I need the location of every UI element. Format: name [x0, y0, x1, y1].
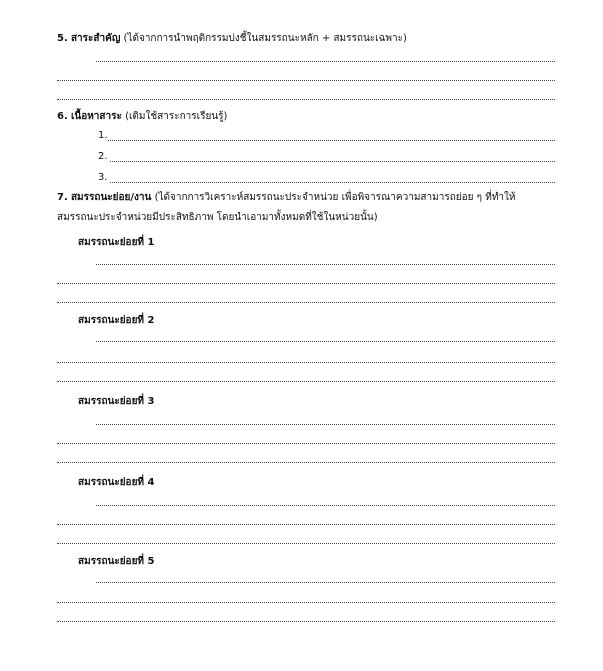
sub-competency-3-line-3[interactable]	[57, 462, 555, 463]
sub-competency-2-line-3[interactable]	[57, 381, 555, 382]
section7-number: 7.	[57, 192, 68, 203]
section7-note-line-2: สมรรถนะประจำหน่วยมีประสิทธิภาพ โดยนำเอามาทั้งหมดที่ใช้ในหน่วยนั้น)	[57, 212, 378, 223]
sub-competency-5-line-1[interactable]	[96, 582, 555, 583]
section6-note: (เติมใช้สาระการเรียนรู้)	[125, 111, 228, 122]
section6-item-3-number: 3.	[98, 172, 108, 183]
section6-item-3-line[interactable]	[110, 182, 555, 183]
section5-answer-line-1[interactable]	[96, 61, 555, 62]
section6-heading	[57, 110, 227, 123]
sub-competency-3-line-2[interactable]	[57, 443, 555, 444]
section5-title: สาระสำคัญ	[70, 33, 121, 44]
section6-item-1-line[interactable]	[108, 140, 555, 141]
sub-competency-4-line-3[interactable]	[57, 543, 555, 544]
sub-competency-2-line-1[interactable]	[96, 341, 555, 342]
section7-heading	[57, 191, 516, 204]
sub-competency-1-line-2[interactable]	[57, 283, 555, 284]
section6-item-2-number: 2.	[98, 151, 108, 162]
sub-competency-4-line-2[interactable]	[57, 524, 555, 525]
sub-competency-2-line-2[interactable]	[57, 362, 555, 363]
section7-title: สมรรถนะย่อย/งาน	[70, 192, 152, 203]
section6-item-2-line[interactable]	[110, 161, 555, 162]
sub-competency-1-line-3[interactable]	[57, 302, 555, 303]
section6-item-1-number: 1.	[98, 130, 108, 141]
sub-competency-5-line-2[interactable]	[57, 602, 555, 603]
sub-competency-4-line-1[interactable]	[96, 505, 555, 506]
sub-competency-3-line-1[interactable]	[96, 424, 555, 425]
sub-competency-1-label: สมรรถนะย่อยที่ 1	[78, 237, 155, 248]
sub-competency-3-label: สมรรถนะย่อยที่ 3	[78, 396, 155, 407]
section5-answer-line-2[interactable]	[57, 80, 555, 81]
sub-competency-4-label: สมรรถนะย่อยที่ 4	[78, 477, 155, 488]
section5-heading	[57, 32, 407, 45]
section7-note-line-1: (ได้จากการวิเคราะห์สมรรถนะประจำหน่วย เพื่อพิจารณาความสามารถย่อย ๆ ที่ทำให้	[154, 192, 516, 203]
section6-title: เนื้อหาสาระ	[70, 111, 122, 122]
section5-note: (ได้จากการนำพฤติกรรมบ่งชี้ในสมรรถนะหลัก + สมรรถนะเฉพาะ)	[123, 33, 407, 44]
sub-competency-5-label: สมรรถนะย่อยที่ 5	[78, 556, 155, 567]
sub-competency-1-line-1[interactable]	[96, 264, 555, 265]
sub-competency-5-line-3[interactable]	[57, 621, 555, 622]
sub-competency-2-label: สมรรถนะย่อยที่ 2	[78, 315, 155, 326]
section5-number: 5.	[57, 33, 68, 44]
section5-answer-line-3[interactable]	[57, 99, 555, 100]
section6-number: 6.	[57, 111, 68, 122]
